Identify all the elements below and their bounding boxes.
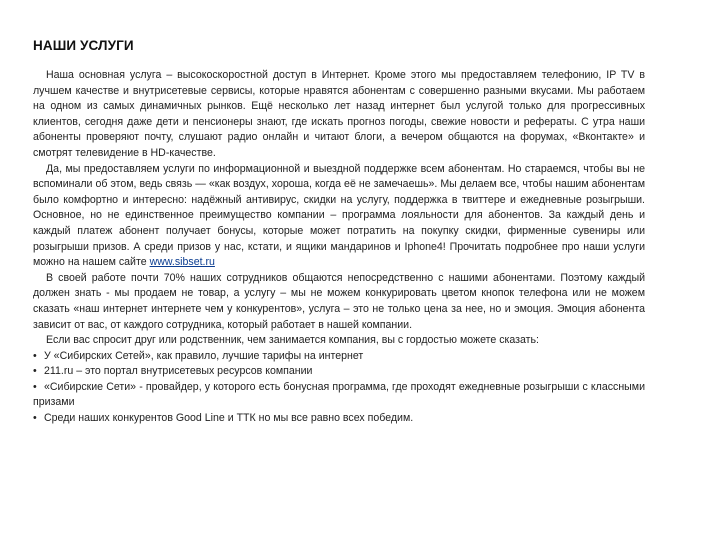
website-link[interactable]: www.sibset.ru bbox=[149, 256, 215, 269]
page-title: НАШИ УСЛУГИ bbox=[33, 38, 134, 53]
bullet-text: Среди наших конкурентов Good Line и ТТК но мы все равно всех победим. bbox=[44, 412, 414, 425]
bullet-icon: • bbox=[33, 380, 37, 393]
document-page bbox=[33, 38, 645, 427]
bullet-icon: • bbox=[33, 412, 37, 425]
paragraph-staff: В своей работе почти 70% наших сотрудников общаются непосредственно с нашими абонентами. Поэтому каждый должен знать - мы продаем не товар, а услугу – мы не можем конкурировать цветом кнопок телефона или не можем сказать «наш интернет интернете чем у конкурентов», услуга – это не только цена за нее, но и эмоция. Эмоция абонента зависит от вас, от каждого сотрудника, который работает в нашей компании. bbox=[33, 271, 645, 331]
document-body bbox=[33, 68, 645, 427]
bullet-item-bonus bbox=[33, 380, 645, 411]
bullet-item-competitors bbox=[33, 411, 645, 427]
paragraph-services-intro: Наша основная услуга – высокоскоростной доступ в Интернет. Кроме этого мы предоставляем телефонию, IP TV в лучшем качестве и внутрисетевые сервисы, которые нравятся абонентам с совершенно разными вкусами. Мы работаем на одном из самых динамичных рынков. Ещё несколько лет назад интернет был услугой только для прогрессивных клиентов, сегодня даже дети и пенсионеры знают, где искать прогноз погоды, свежие новости и рефераты. С утра наши абоненты проверяют почту, слушают радио онлайн и читают блоги, а вечером общаются на форумах, «Вконтакте» и смотрят телевидение в HD-качестве. bbox=[33, 69, 645, 159]
bullet-item-tariffs bbox=[33, 349, 645, 365]
bullet-text: У «Сибирских Сетей», как правило, лучшие тарифы на интернет bbox=[44, 349, 364, 362]
bullet-icon: • bbox=[33, 349, 37, 362]
paragraph-support-text: Да, мы предоставляем услуги по информационной и выездной поддержке всем абонентам. Но стараемся, чтобы вы не вспоминали об этом, ведь связь — «как воздух, хороша, когда её не замечаешь». Мы делаем все, чтобы нашим абонентам было комфортно и интересно: надёжный антивирус, скидки на услугу, поддержка в твиттере и ежедневные розыгрыши. Основное, но не единственное преимущество компании – программа лояльности для абонентов. За каждый день и каждый платеж абонент получает бонусы, которые может потратить на покупку скидки, фирменные сувениры или розыгрыши призов. А среди призов у нас, кстати, и ящики мандаринов и Iphone4! Прочитать подробнее про наши услуги можно на нашем сайте bbox=[33, 162, 645, 269]
paragraph-support bbox=[33, 162, 645, 271]
bullet-icon: • bbox=[33, 365, 37, 378]
bullet-text: «Сибирские Сети» - провайдер, у которого есть бонусная программа, где проходят ежедневные розыгрыши с классными призами bbox=[33, 380, 645, 409]
paragraph-ask: Если вас спросит друг или родственник, чем занимается компания, вы с гордостью можете сказать: bbox=[46, 334, 539, 347]
bullet-item-portal bbox=[33, 364, 645, 380]
bullet-text: 211.ru – это портал внутрисетевых ресурсов компании bbox=[44, 365, 313, 378]
